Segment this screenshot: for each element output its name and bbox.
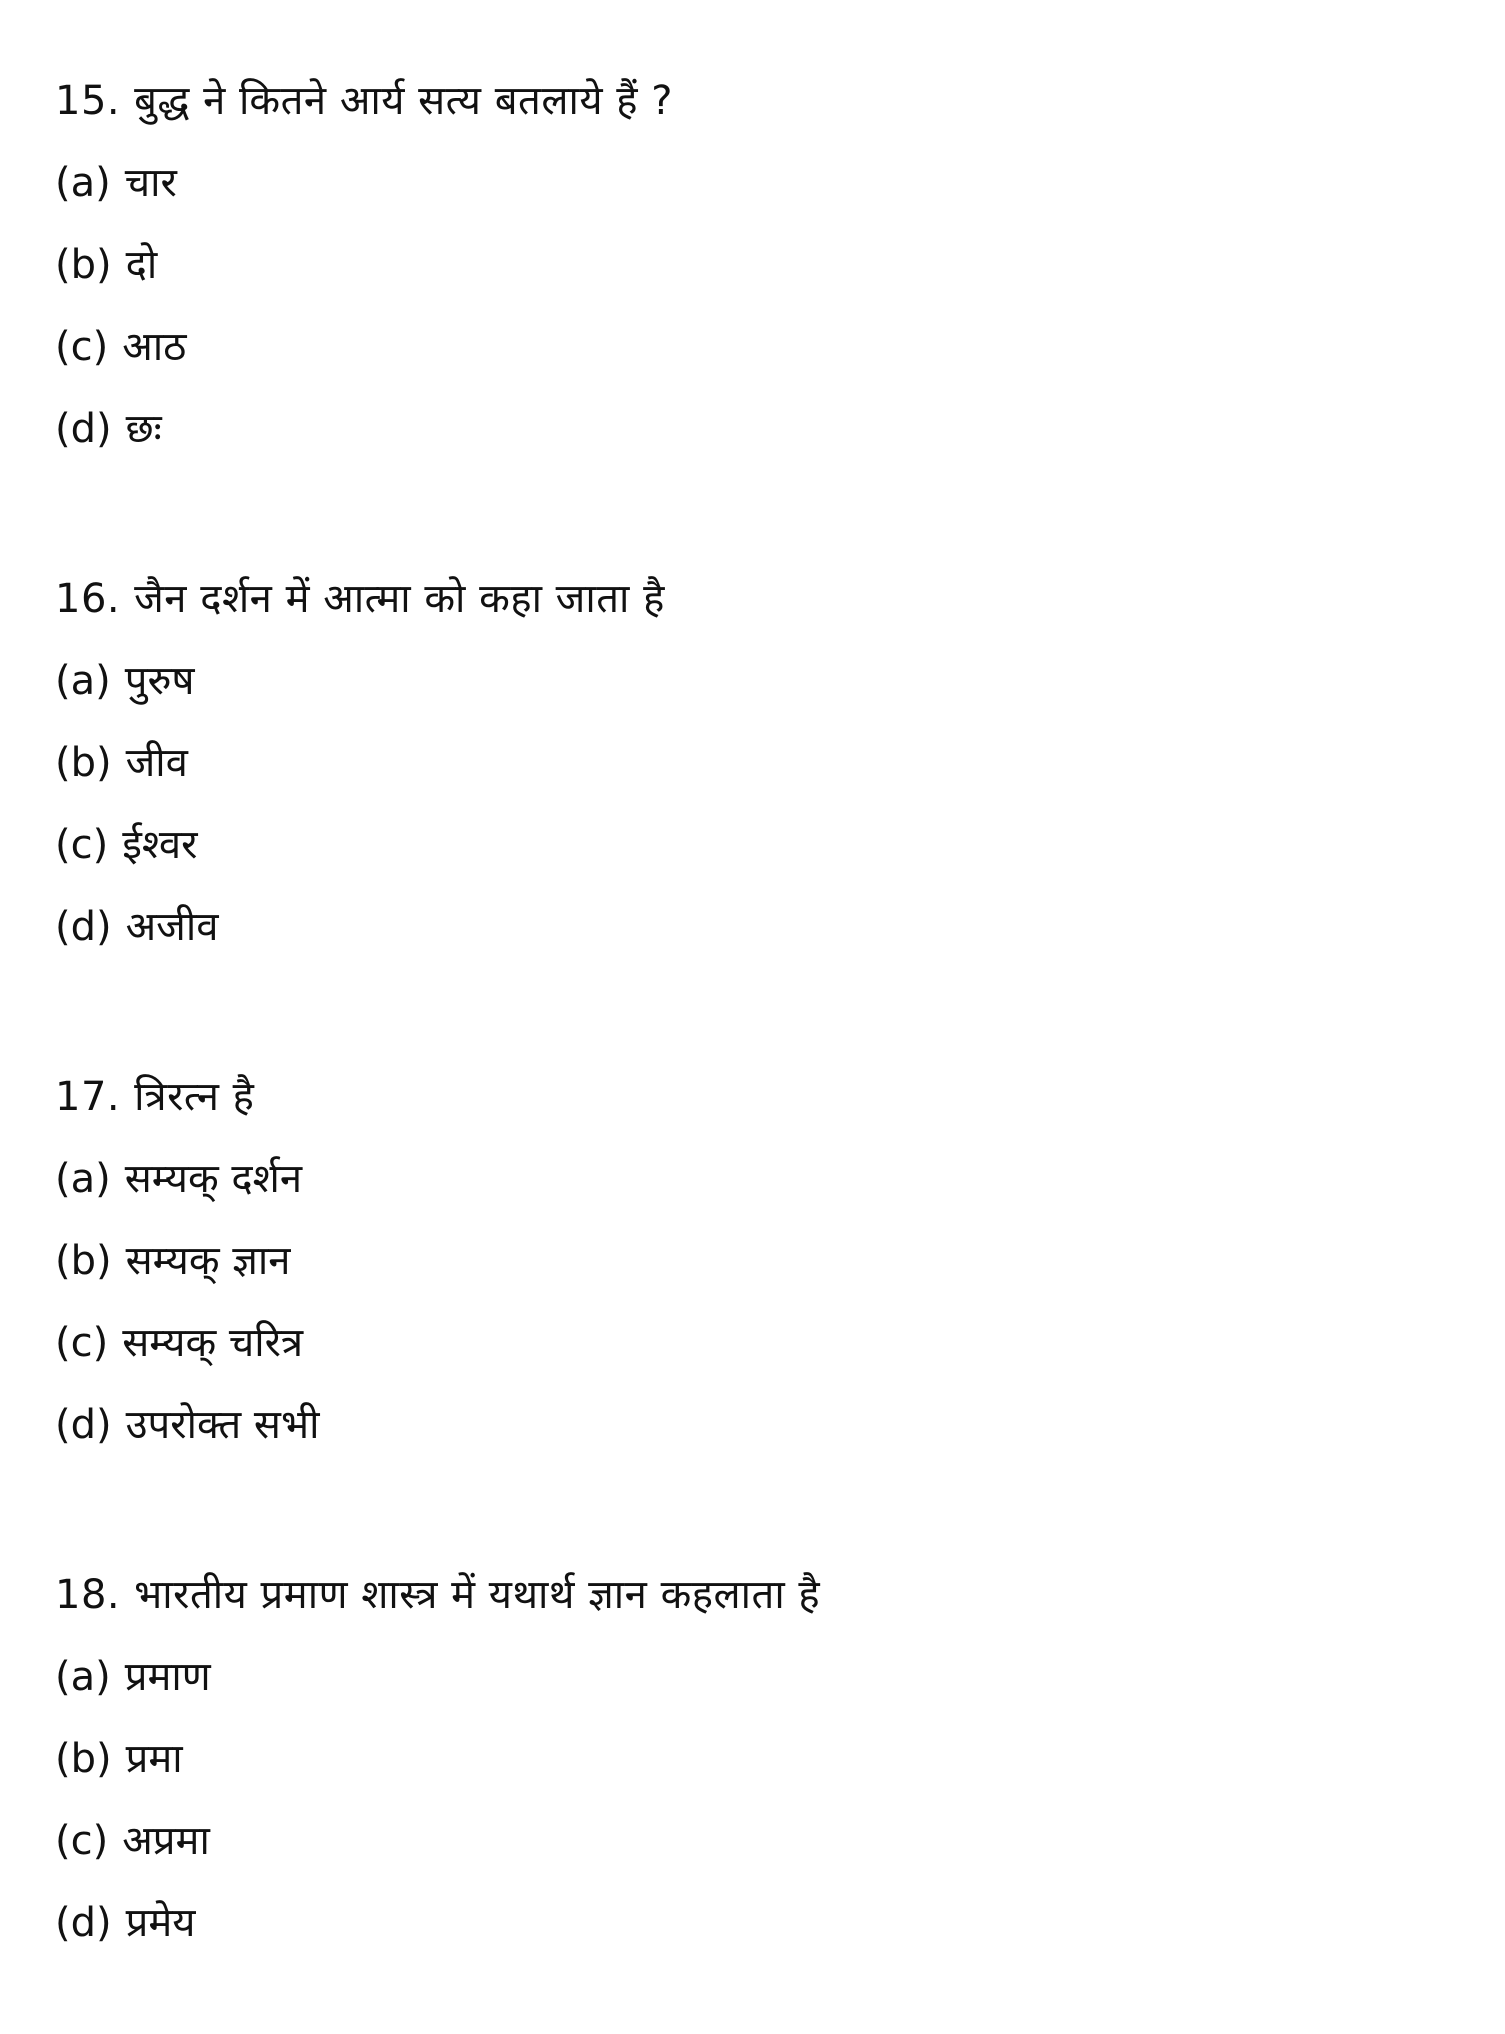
option-text: अप्रमा: [122, 1818, 210, 1864]
option-d: [55, 388, 1455, 470]
option-c: [55, 804, 1455, 886]
option-a: [55, 142, 1455, 224]
question-number: 18.: [55, 1572, 121, 1618]
option-text: आठ: [122, 324, 187, 370]
option-b: [55, 1220, 1455, 1302]
option-label: (d): [55, 904, 112, 950]
option-b: [55, 722, 1455, 804]
option-label: (d): [55, 1402, 112, 1448]
option-text: पुरुष: [124, 658, 195, 704]
option-label: (a): [55, 658, 111, 704]
option-label: (b): [55, 242, 112, 288]
option-label: (c): [55, 822, 109, 868]
question-18: [55, 1554, 1455, 1964]
option-label: (c): [55, 1818, 109, 1864]
option-label: (d): [55, 406, 112, 452]
option-a: [55, 640, 1455, 722]
option-a: [55, 1636, 1455, 1718]
question-16: [55, 558, 1455, 968]
option-label: (b): [55, 1238, 112, 1284]
question-text-line: [55, 558, 1455, 640]
option-a: [55, 1138, 1455, 1220]
option-text: उपरोक्त सभी: [125, 1402, 320, 1448]
option-text: दो: [125, 242, 158, 288]
option-text: ईश्वर: [122, 822, 198, 868]
option-text: छः: [125, 406, 162, 452]
question-number: 15.: [55, 78, 121, 124]
question-15: [55, 60, 1455, 470]
question-text: त्रिरत्न है: [134, 1074, 255, 1120]
option-label: (b): [55, 1736, 112, 1782]
option-c: [55, 1800, 1455, 1882]
question-text-line: [55, 1554, 1455, 1636]
option-d: [55, 886, 1455, 968]
option-text: जीव: [125, 740, 188, 786]
option-c: [55, 1302, 1455, 1384]
option-label: (c): [55, 1320, 109, 1366]
option-text: प्रमा: [125, 1736, 183, 1782]
option-label: (b): [55, 740, 112, 786]
option-d: [55, 1384, 1455, 1466]
question-number: 16.: [55, 576, 121, 622]
question-text: बुद्ध ने कितने आर्य सत्य बतलाये हैं ?: [134, 78, 673, 124]
option-d: [55, 1882, 1455, 1964]
question-text-line: [55, 60, 1455, 142]
question-number: 17.: [55, 1074, 121, 1120]
option-text: सम्यक् चरित्र: [122, 1320, 304, 1366]
option-text: सम्यक् दर्शन: [124, 1156, 303, 1202]
option-text: चार: [124, 160, 177, 206]
option-text: अजीव: [125, 904, 219, 950]
question-text: भारतीय प्रमाण शास्त्र में यथार्थ ज्ञान कहलाता है: [134, 1572, 821, 1618]
question-17: [55, 1056, 1455, 1466]
option-b: [55, 224, 1455, 306]
question-text-line: [55, 1056, 1455, 1138]
option-text: सम्यक् ज्ञान: [125, 1238, 291, 1284]
option-label: (a): [55, 1156, 111, 1202]
option-c: [55, 306, 1455, 388]
option-b: [55, 1718, 1455, 1800]
option-text: प्रमाण: [124, 1654, 211, 1700]
question-list: [55, 60, 1455, 1964]
option-label: (a): [55, 1654, 111, 1700]
option-label: (a): [55, 160, 111, 206]
question-text: जैन दर्शन में आत्मा को कहा जाता है: [134, 576, 665, 622]
option-label: (c): [55, 324, 109, 370]
option-text: प्रमेय: [125, 1900, 196, 1946]
option-label: (d): [55, 1900, 112, 1946]
